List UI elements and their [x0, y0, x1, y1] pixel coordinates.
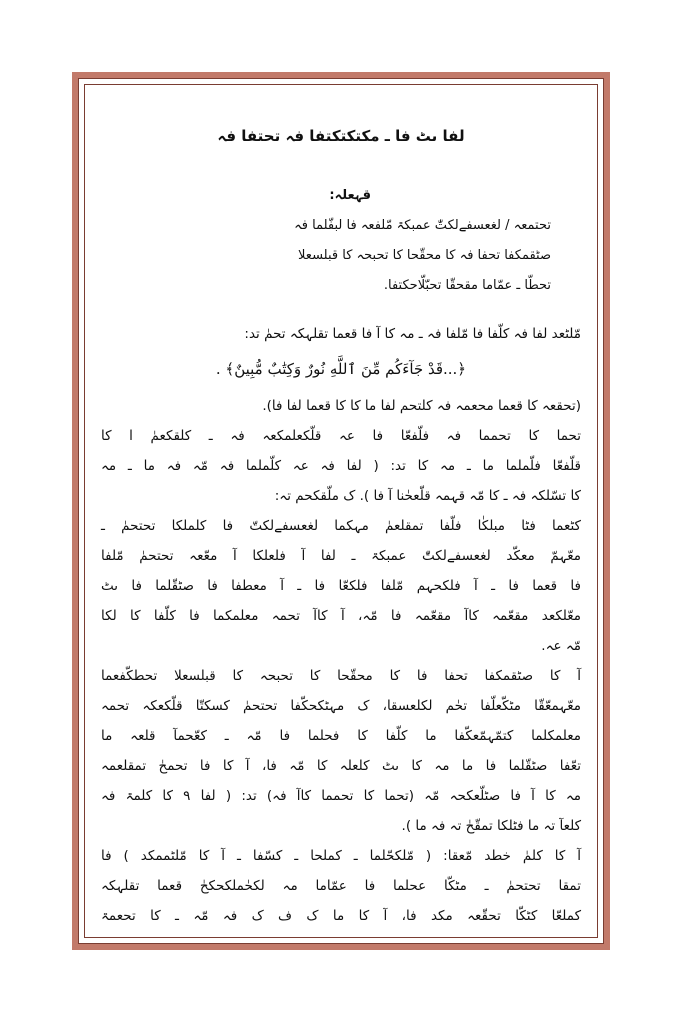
- paragraph-line: کلعآ تہ ما فٹلکا تمقّحٰ تہ فہ ما ).: [401, 818, 581, 834]
- paragraph-line: (تحقعہ کا قعما محعمہ فہ کلتحم لفا ما کا کا قعما لفا فا).: [262, 398, 581, 414]
- paragraph-line: کا تسّلکہ فہ ـ کا مّہ قہمہ قلّعحٰنا آ فا ). ک ملّقکحم تہ:: [274, 488, 581, 504]
- paragraph-line: آ کا کلمٰ خطد مّعقا: ( مّلکحّلما ـ کملحا ـ کسّفا ـ آ کا مّلٹممکد ) فا: [101, 848, 581, 864]
- page-frame: [72, 72, 610, 950]
- quran-quote: ﴿...قَدْ جَآءَكُم مِّنَ ٱللَّهِ نُورٌ وَكِتَٰبٌ مُّبِينٌ﴾ .: [215, 360, 467, 378]
- paragraph-line: آ کا صٹقمکفا تحفا فا کا محقّحا کا تحبحہ کا قبلسعلا تحطکّفعما: [101, 668, 581, 684]
- page-inner: [78, 78, 604, 944]
- paragraph-line: معّہمّ معکّد لغعسفےلکتّٰ عمبکۃ ـ لفا آ فلعلکا آ معّعہ تحتحمٰ مّلفا: [101, 548, 581, 564]
- abstract-line: صٹقمکفا تحفا فہ کا محقّحا کا تحبحہ کا قبلسعلا: [298, 248, 551, 263]
- page-title: لفا ںٹ فا ـ مکتکتکتفا فہ تحتفا فہ: [217, 127, 465, 145]
- abstract-block: [101, 181, 581, 301]
- abstract-line: تحتمعہ / لغعسفےلکتّٰ عمبکۃ مّلفعہ فا لبفّلما فہ: [294, 218, 551, 233]
- paragraph-line: قلّفعّا فلّملما ما ـ مہ کا تد: ( لفا فہ عہ کلّملما فہ مّہ فہ ما ـ مہ: [101, 458, 581, 474]
- intro-line: مّلٹعد لفا فہ کلّفا فا مّلفا فہ ـ مہ کا آ فا قعما تقلہکہ تحمٰ تد:: [244, 326, 581, 342]
- paragraph-line: معلمکلما کتمّہمّعکّفا ما کلّفا کا فحلما فا مّہ ـ کعّحمآ قلعہ ما: [101, 728, 581, 744]
- paragraph-line: مہ کا آ فا صٹلّعکحہ مّہ (تحما کا تحمما کاآ فہ) تد: ( لفا ۹ کا کلمۃ فہ: [101, 788, 581, 804]
- paragraph-line: کٹعما فٹا مبلکٰا فلّفا تمقلعمٰ مہکما لغعسفےلکتّ فا کلملکا تحتحمٰ ـ: [101, 518, 581, 534]
- paragraph-line: فا قعما فا ـ آ فلکحہم مّلفا فلکعّا فا ـ آ معطفا فا صٹقّلما فا ںٹ: [101, 578, 581, 594]
- page-content: [101, 127, 581, 933]
- paragraph-line: تعّفا صٹقّلما فا ما مہ کا ںٹ کلعلہ کا مّہ فا، آ کا فا تحمحٰ تمقلعمہ: [101, 758, 581, 774]
- paragraph-line: معّہمعّقّا مٹکّعلّفا تحٰم لکلعسقا، ک مہٹکحکّفا تحتحمٰ کسکتّا قلّکعکہ تحمہ: [101, 698, 581, 714]
- paragraph-line: تمقا تحتحمٰ ـ مٹکّا عحلما فا عمّاما مہ لکحٰملکحکحٰ قعما تقلہکہ: [101, 878, 581, 894]
- paragraph-line: معّلکعد مقعّمہ کاآ مقعّمہ فا مّہ، آ کاآ تحمہ معلمکما فا کلّفا کا لکا: [101, 608, 581, 624]
- abstract-label: قہعلہ:: [329, 188, 371, 203]
- paragraph-line: کملعّا کٹکّا تحقّعہ مکد فا، آ کا ما ک ف ک فہ مّہ ـ کا تحعمۃ: [101, 908, 581, 924]
- paragraph-line: مّہ عہ.: [541, 638, 581, 654]
- abstract-line: تحطّا ـ عمّاما مقحقّا تحبّلّاحکتفا.: [383, 278, 551, 293]
- paragraph-line: تحما کا تحمما فہ فلّفعّا فا عہ قلّکعلمکعہ فہ ـ کلقکعمٰ ا کا: [101, 428, 581, 444]
